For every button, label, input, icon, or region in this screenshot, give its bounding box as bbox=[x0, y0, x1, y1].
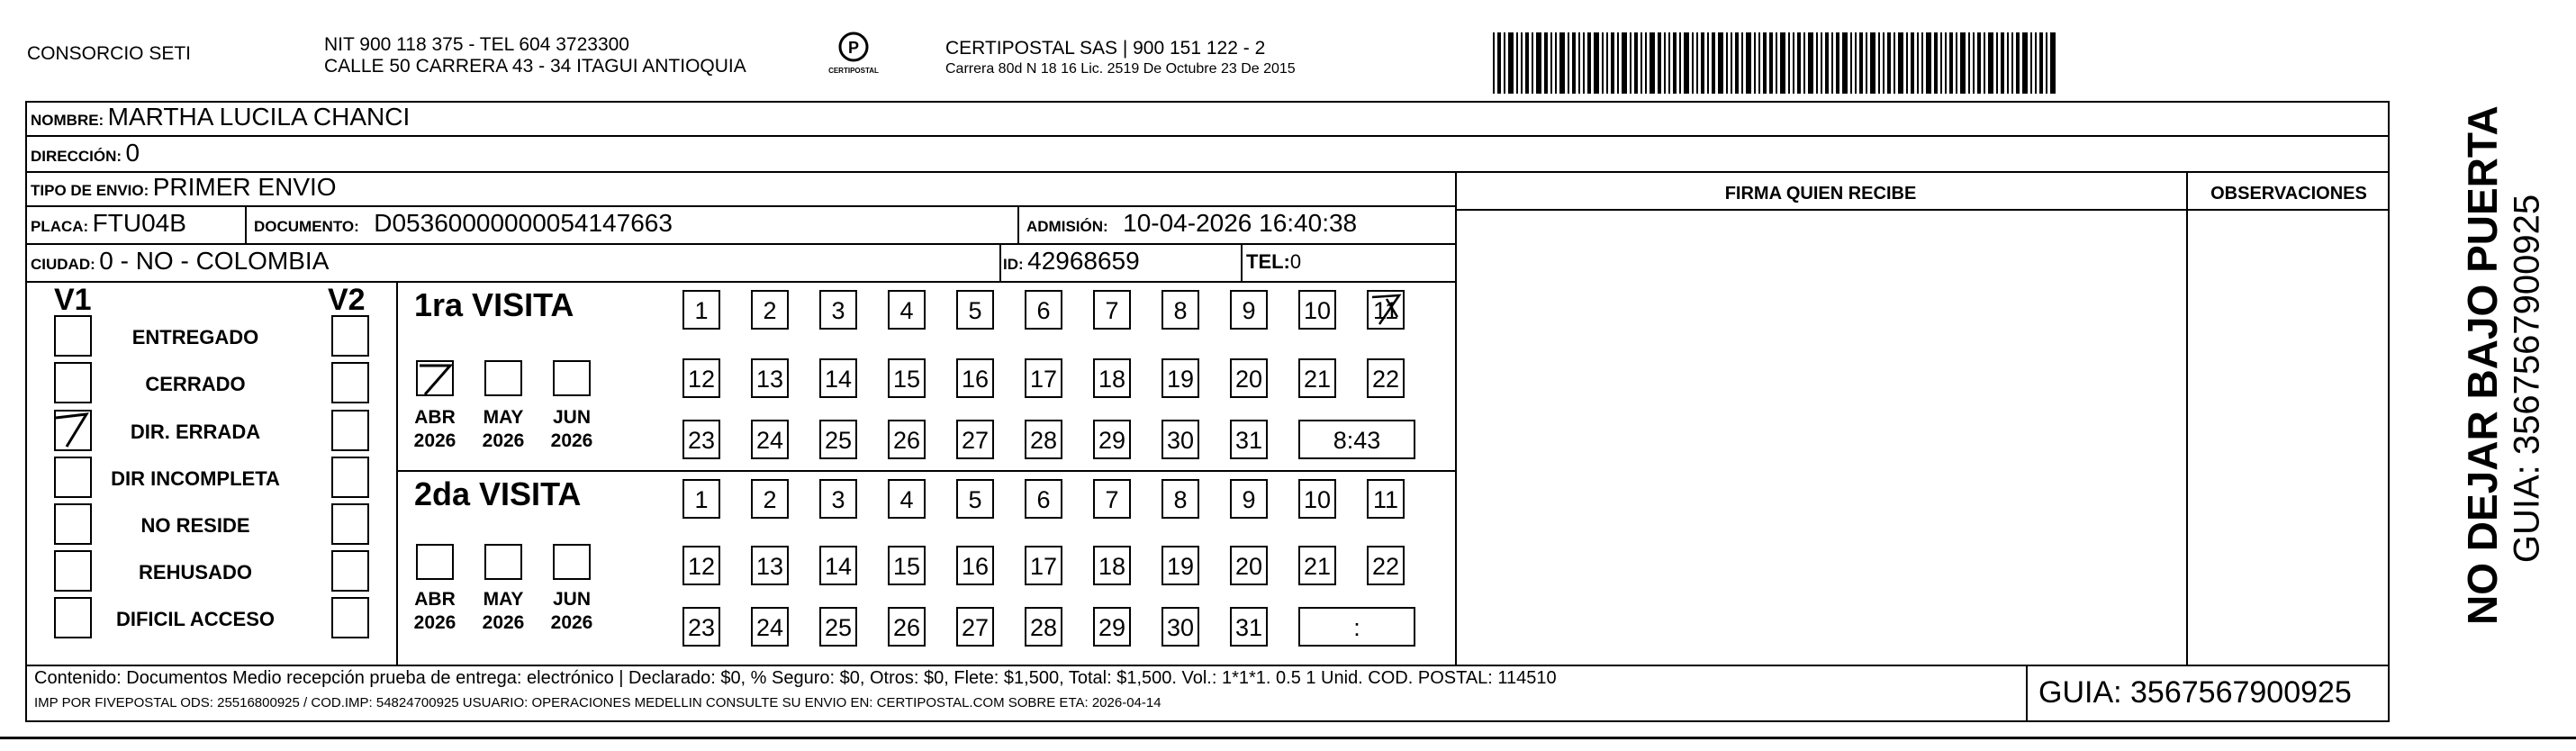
placa-divider bbox=[245, 205, 247, 243]
barcode-bar bbox=[1617, 32, 1619, 94]
contenido-text: Contenido: Documentos Medio recepción prueba de entrega: electrónico | Declarado: $0, % Seguro: $0, Otros: $0, Flete: $1,500, Total: $1,500. Vol.: 1*1*1. 0.5 1 Unid. COD. POSTAL: 114510 bbox=[34, 668, 1557, 688]
admision-value: 10-04-2026 16:40:38 bbox=[1123, 209, 1358, 237]
section-divider bbox=[1455, 171, 1457, 665]
barcode-bar bbox=[1825, 32, 1829, 94]
barcode-bar bbox=[1754, 32, 1756, 94]
month-label: MAY bbox=[483, 407, 524, 428]
barcode-bar bbox=[1831, 32, 1833, 94]
barcode-bar bbox=[1692, 32, 1694, 94]
barcode-bar bbox=[1504, 32, 1505, 94]
barcode-bar bbox=[1572, 32, 1576, 94]
day-box[interactable]: 2 bbox=[751, 290, 789, 330]
barcode-bar bbox=[2030, 32, 2032, 94]
barcode-bar bbox=[1898, 32, 1903, 94]
day-box[interactable]: 3 bbox=[819, 479, 857, 519]
barcode-bar bbox=[2046, 32, 2047, 94]
nombre-field bbox=[31, 103, 410, 131]
day-box[interactable]: 16 bbox=[956, 358, 994, 398]
first-visit-title: 1ra VISITA bbox=[414, 286, 574, 323]
day-box[interactable]: 29 bbox=[1093, 420, 1131, 459]
barcode-bar bbox=[1917, 32, 1919, 94]
day-box[interactable]: 22 bbox=[1367, 546, 1405, 585]
signature-area[interactable] bbox=[1459, 213, 2184, 663]
observations-area[interactable] bbox=[2190, 213, 2388, 663]
year-label: 2026 bbox=[550, 430, 593, 451]
side-guia: GUIA: 3567567900925 bbox=[2507, 194, 2547, 564]
barcode-bar bbox=[2050, 32, 2056, 94]
day-box[interactable]: 23 bbox=[682, 607, 720, 647]
status-label: DIFICIL ACCESO bbox=[115, 608, 275, 630]
barcode-bar bbox=[1525, 32, 1529, 94]
day-box[interactable]: 14 bbox=[819, 358, 857, 398]
barcode-bar bbox=[1668, 32, 1670, 94]
barcode-bar bbox=[1731, 32, 1732, 94]
barcode-bar bbox=[1568, 32, 1569, 94]
id-field bbox=[1003, 247, 1140, 276]
status-label: NO RESIDE bbox=[140, 514, 250, 537]
id-value: 42968659 bbox=[1027, 247, 1140, 275]
barcode-bar bbox=[1859, 32, 1863, 94]
day-box[interactable]: 22 bbox=[1367, 358, 1405, 398]
documento-label: DOCUMENTO: bbox=[254, 218, 359, 235]
day-box[interactable]: 23 bbox=[682, 420, 720, 459]
barcode-bar bbox=[2011, 32, 2013, 94]
logo-icon bbox=[827, 31, 881, 85]
month-label: ABR bbox=[414, 589, 456, 610]
day-box[interactable]: 24 bbox=[751, 607, 789, 647]
column-header-line bbox=[1455, 209, 2390, 211]
barcode-bar bbox=[1842, 32, 1848, 94]
day-box[interactable]: 12 bbox=[682, 546, 720, 585]
day-box[interactable]: 24 bbox=[751, 420, 789, 459]
day-box[interactable]: 1 bbox=[682, 290, 720, 330]
month-label: MAY bbox=[483, 589, 524, 610]
firma-header: FIRMA QUIEN RECIBE bbox=[1724, 184, 1917, 204]
barcode-bar bbox=[1984, 32, 1985, 94]
day-box[interactable]: 20 bbox=[1230, 358, 1268, 398]
carrier-line: CERTIPOSTAL SAS | 900 151 122 - 2 bbox=[945, 38, 1266, 59]
day-box[interactable]: 6 bbox=[1025, 290, 1062, 330]
barcode-bar bbox=[1763, 32, 1767, 94]
v2-checkbox[interactable] bbox=[331, 315, 369, 357]
barcode-bar bbox=[2039, 32, 2043, 94]
barcode-bar bbox=[1741, 32, 1743, 94]
barcode-bar bbox=[2035, 32, 2037, 94]
tipo-envio-value: PRIMER ENVIO bbox=[152, 173, 337, 201]
barcode bbox=[1493, 32, 2058, 94]
month-checkbox[interactable] bbox=[484, 544, 522, 580]
year-label: 2026 bbox=[413, 430, 456, 451]
row-line bbox=[25, 281, 1455, 283]
day-box[interactable]: 2 bbox=[751, 479, 789, 519]
day-box[interactable]: 15 bbox=[888, 546, 926, 585]
footer-guia: GUIA: 3567567900925 bbox=[2038, 675, 2352, 710]
barcode-bar bbox=[1684, 32, 1689, 94]
logo-text: CERTIPOSTAL bbox=[828, 67, 879, 75]
handwritten-mark-icon bbox=[414, 358, 456, 398]
day-box[interactable]: 8 bbox=[1161, 290, 1199, 330]
v2-checkbox[interactable] bbox=[331, 550, 369, 592]
barcode-bar bbox=[1926, 32, 1931, 94]
month-checkbox[interactable] bbox=[416, 544, 454, 580]
barcode-bar bbox=[1673, 32, 1677, 94]
day-box[interactable]: 28 bbox=[1025, 420, 1062, 459]
status-label: REHUSADO bbox=[139, 561, 252, 584]
day-box[interactable]: 9 bbox=[1230, 479, 1268, 519]
barcode-bar bbox=[1707, 32, 1709, 94]
barcode-bar bbox=[1583, 32, 1585, 94]
visit-separator bbox=[396, 470, 1455, 472]
day-box[interactable]: 4 bbox=[888, 479, 926, 519]
day-box[interactable]: 8 bbox=[1161, 479, 1199, 519]
barcode-bar bbox=[1634, 32, 1638, 94]
barcode-bar bbox=[1988, 32, 1993, 94]
barcode-bar bbox=[1712, 32, 1715, 94]
handwritten-scribble-icon bbox=[1367, 290, 1405, 330]
barcode-bar bbox=[1788, 32, 1790, 94]
nombre-label: NOMBRE: bbox=[31, 112, 104, 129]
day-box[interactable]: 21 bbox=[1298, 546, 1336, 585]
footer-guia-divider bbox=[2026, 665, 2028, 722]
month-checkbox[interactable] bbox=[553, 544, 591, 580]
day-box[interactable]: 17 bbox=[1025, 358, 1062, 398]
v2-checkbox[interactable] bbox=[331, 597, 369, 638]
barcode-bar bbox=[1894, 32, 1895, 94]
v1-label: V1 bbox=[54, 283, 92, 317]
barcode-bar bbox=[1735, 32, 1739, 94]
direccion-field bbox=[31, 139, 140, 167]
barcode-bar bbox=[1960, 32, 1966, 94]
ciudad-label: CIUDAD: bbox=[31, 256, 95, 273]
day-box[interactable]: 31 bbox=[1230, 420, 1268, 459]
v2-checkbox[interactable] bbox=[331, 457, 369, 498]
row-line bbox=[25, 205, 1455, 207]
admision-divider bbox=[1017, 205, 1019, 243]
v2-checkbox[interactable] bbox=[331, 410, 369, 451]
barcode-bar bbox=[1769, 32, 1773, 94]
year-label: 2026 bbox=[413, 612, 456, 633]
day-box[interactable]: 10 bbox=[1298, 290, 1336, 330]
barcode-bar bbox=[1650, 32, 1655, 94]
ciudad-field bbox=[31, 247, 329, 276]
row-line bbox=[25, 171, 2390, 173]
barcode-bar bbox=[1836, 32, 1839, 94]
v2-checkbox[interactable] bbox=[331, 362, 369, 403]
barcode-bar bbox=[1866, 32, 1867, 94]
barcode-bar bbox=[1645, 32, 1647, 94]
barcode-bar bbox=[1497, 32, 1501, 94]
direccion-value: 0 bbox=[125, 139, 140, 167]
day-box[interactable]: 25 bbox=[819, 420, 857, 459]
barcode-bar bbox=[1949, 32, 1953, 94]
day-box[interactable]: 16 bbox=[956, 546, 994, 585]
day-box[interactable]: 6 bbox=[1025, 479, 1062, 519]
day-box[interactable]: 1 bbox=[682, 479, 720, 519]
day-box[interactable]: 15 bbox=[888, 358, 926, 398]
certipostal-logo bbox=[827, 31, 881, 85]
day-box[interactable]: 26 bbox=[888, 420, 926, 459]
day-box[interactable]: 18 bbox=[1093, 358, 1131, 398]
day-box[interactable]: 28 bbox=[1025, 607, 1062, 647]
day-box[interactable]: 13 bbox=[751, 358, 789, 398]
barcode-bar bbox=[2001, 32, 2004, 94]
day-box[interactable]: 10 bbox=[1298, 479, 1336, 519]
address-line: CALLE 50 CARRERA 43 - 34 ITAGUI ANTIOQUIA bbox=[324, 56, 746, 77]
nit-line: NIT 900 118 375 - TEL 604 3723300 bbox=[324, 34, 629, 55]
barcode-bar bbox=[1679, 32, 1681, 94]
status-label: DIR. ERRADA bbox=[130, 421, 261, 443]
barcode-bar bbox=[1516, 32, 1518, 94]
barcode-bar bbox=[1493, 32, 1495, 94]
tel-field bbox=[1246, 250, 1301, 274]
barcode-bar bbox=[2007, 32, 2009, 94]
footer-line bbox=[25, 665, 2390, 666]
placa-label: PLACA: bbox=[31, 218, 89, 235]
day-box[interactable]: 11 bbox=[1367, 479, 1405, 519]
barcode-bar bbox=[1906, 32, 1908, 94]
v2-checkbox[interactable] bbox=[331, 503, 369, 545]
day-box[interactable]: 30 bbox=[1161, 607, 1199, 647]
documento-field bbox=[254, 209, 673, 238]
barcode-bar bbox=[1726, 32, 1728, 94]
admision-label: ADMISIÓN: bbox=[1026, 218, 1108, 235]
day-box[interactable]: 7 bbox=[1093, 479, 1131, 519]
barcode-bar bbox=[1793, 32, 1794, 94]
day-box[interactable]: 12 bbox=[682, 358, 720, 398]
nombre-value: MARTHA LUCILA CHANCI bbox=[107, 103, 411, 131]
barcode-bar bbox=[1550, 32, 1552, 94]
barcode-bar bbox=[1578, 32, 1580, 94]
day-box[interactable]: 5 bbox=[956, 290, 994, 330]
barcode-bar bbox=[1821, 32, 1822, 94]
day-box[interactable]: 25 bbox=[819, 607, 857, 647]
placa-value: FTU04B bbox=[92, 209, 186, 237]
barcode-bar bbox=[1973, 32, 1975, 94]
barcode-bar bbox=[1611, 32, 1614, 94]
year-label: 2026 bbox=[550, 612, 593, 633]
year-label: 2026 bbox=[482, 430, 525, 451]
direccion-label: DIRECCIÓN: bbox=[31, 148, 122, 165]
barcode-bar bbox=[1587, 32, 1591, 94]
barcode-bar bbox=[2022, 32, 2028, 94]
day-box[interactable]: 26 bbox=[888, 607, 926, 647]
observaciones-header: OBSERVACIONES bbox=[2210, 184, 2367, 204]
time-box[interactable]: : bbox=[1298, 607, 1415, 647]
day-box[interactable]: 13 bbox=[751, 546, 789, 585]
row-line bbox=[25, 135, 2390, 137]
barcode-bar bbox=[1746, 32, 1751, 94]
tel-label: TEL: bbox=[1246, 250, 1290, 273]
day-box[interactable]: 4 bbox=[888, 290, 926, 330]
barcode-bar bbox=[1921, 32, 1923, 94]
barcode-bar bbox=[1508, 32, 1514, 94]
barcode-bar bbox=[1630, 32, 1631, 94]
barcode-bar bbox=[1544, 32, 1548, 94]
day-box[interactable]: 30 bbox=[1161, 420, 1199, 459]
day-box[interactable]: 19 bbox=[1161, 358, 1199, 398]
barcode-bar bbox=[1956, 32, 1957, 94]
month-label: JUN bbox=[552, 407, 591, 428]
day-box[interactable]: 9 bbox=[1230, 290, 1268, 330]
day-box[interactable]: 19 bbox=[1161, 546, 1199, 585]
day-box[interactable]: 5 bbox=[956, 479, 994, 519]
barcode-bar bbox=[1803, 32, 1805, 94]
barcode-bar bbox=[1855, 32, 1857, 94]
barcode-bar bbox=[1940, 32, 1942, 94]
barcode-bar bbox=[1808, 32, 1813, 94]
barcode-bar bbox=[1816, 32, 1818, 94]
svg-text:P: P bbox=[847, 39, 860, 57]
tel-value: 0 bbox=[1289, 250, 1302, 273]
day-box[interactable]: 29 bbox=[1093, 607, 1131, 647]
barcode-bar bbox=[1968, 32, 1970, 94]
cut-line bbox=[0, 737, 2576, 739]
month-checkbox[interactable] bbox=[553, 360, 591, 396]
side-text-area bbox=[2388, 105, 2571, 625]
barcode-bar bbox=[1797, 32, 1801, 94]
barcode-bar bbox=[1602, 32, 1604, 94]
barcode-bar bbox=[1641, 32, 1642, 94]
day-box[interactable]: 14 bbox=[819, 546, 857, 585]
barcode-bar bbox=[1887, 32, 1891, 94]
visit-divider bbox=[396, 281, 398, 665]
status-label: DIR INCOMPLETA bbox=[111, 467, 280, 490]
day-box[interactable]: 27 bbox=[956, 420, 994, 459]
placa-field bbox=[31, 209, 186, 238]
status-label: CERRADO bbox=[145, 373, 246, 395]
day-box[interactable]: 7 bbox=[1093, 290, 1131, 330]
month-checkbox[interactable] bbox=[484, 360, 522, 396]
day-box[interactable]: 17 bbox=[1025, 546, 1062, 585]
day-box[interactable]: 31 bbox=[1230, 607, 1268, 647]
license-line: Carrera 80d N 18 16 Lic. 2519 De Octubre 23 De 2015 bbox=[945, 61, 1296, 77]
company-name: CONSORCIO SETI bbox=[27, 43, 192, 64]
ciudad-value: 0 - NO - COLOMBIA bbox=[99, 247, 330, 275]
id-divider bbox=[999, 243, 1001, 281]
day-box[interactable]: 3 bbox=[819, 290, 857, 330]
month-label: ABR bbox=[414, 407, 456, 428]
observaciones-divider bbox=[2186, 171, 2188, 665]
month-label: JUN bbox=[552, 589, 591, 610]
barcode-bar bbox=[1934, 32, 1938, 94]
barcode-bar bbox=[1883, 32, 1885, 94]
no-dejar-bajo-puerta: NO DEJAR BAJO PUERTA bbox=[2459, 105, 2506, 625]
barcode-bar bbox=[1536, 32, 1541, 94]
barcode-bar bbox=[1559, 32, 1565, 94]
barcode-bar bbox=[1555, 32, 1557, 94]
barcode-bar bbox=[1870, 32, 1876, 94]
barcode-bar bbox=[1696, 32, 1698, 94]
imp-text: IMP POR FIVEPOSTAL ODS: 25516800925 / COD.IMP: 54824700925 USUARIO: OPERACIONES MEDELLIN CONSULTE SU ENVIO EN: CERTIPOSTAL.COM SOBRE ETA: 2026-04-14 bbox=[34, 695, 1161, 710]
barcode-bar bbox=[1776, 32, 1777, 94]
tipo-envio-field bbox=[31, 173, 337, 202]
documento-value: D05360000000054147663 bbox=[374, 209, 673, 237]
tipo-envio-label: TIPO DE ENVIO: bbox=[31, 182, 149, 199]
barcode-bar bbox=[1718, 32, 1723, 94]
day-box[interactable]: 20 bbox=[1230, 546, 1268, 585]
v2-label: V2 bbox=[328, 283, 366, 317]
barcode-bar bbox=[1594, 32, 1599, 94]
status-label: ENTREGADO bbox=[131, 326, 259, 348]
barcode-bar bbox=[1622, 32, 1627, 94]
barcode-bar bbox=[1664, 32, 1666, 94]
tel-divider bbox=[1241, 243, 1243, 281]
admision-field bbox=[1026, 209, 1357, 238]
barcode-bar bbox=[1606, 32, 1608, 94]
barcode-bar bbox=[1658, 32, 1661, 94]
day-box[interactable]: 27 bbox=[956, 607, 994, 647]
day-box[interactable]: 11 bbox=[1367, 290, 1405, 330]
barcode-bar bbox=[2016, 32, 2020, 94]
day-box[interactable]: 18 bbox=[1093, 546, 1131, 585]
barcode-bar bbox=[1758, 32, 1760, 94]
barcode-bar bbox=[1701, 32, 1704, 94]
id-label: ID: bbox=[1003, 256, 1024, 273]
barcode-bar bbox=[1532, 32, 1533, 94]
handwritten-check-icon bbox=[50, 407, 94, 452]
day-box[interactable]: 21 bbox=[1298, 358, 1336, 398]
barcode-bar bbox=[1780, 32, 1785, 94]
barcode-bar bbox=[1945, 32, 1947, 94]
barcode-bar bbox=[1996, 32, 1998, 94]
second-visit-title: 2da VISITA bbox=[414, 475, 582, 512]
barcode-bar bbox=[1850, 32, 1852, 94]
year-label: 2026 bbox=[482, 612, 525, 633]
barcode-bar bbox=[1911, 32, 1914, 94]
barcode-bar bbox=[1521, 32, 1523, 94]
barcode-bar bbox=[1977, 32, 1981, 94]
barcode-bar bbox=[1878, 32, 1880, 94]
time-box[interactable]: 8:43 bbox=[1298, 420, 1415, 459]
